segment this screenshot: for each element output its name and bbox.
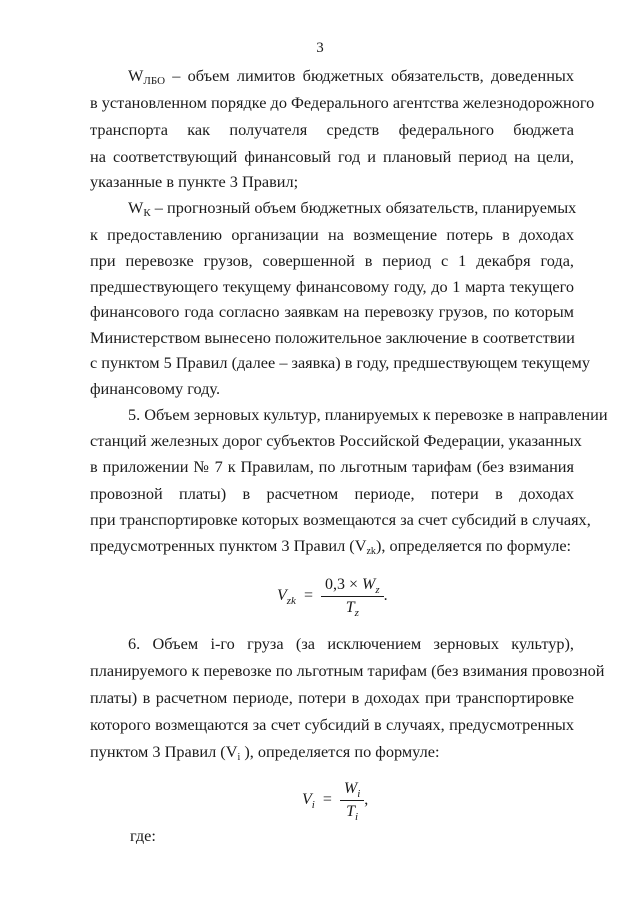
p6-line-4: которого возмещаются за счет субсидий в случаях, предусмотренных — [90, 715, 574, 734]
page-number: 3 — [316, 40, 324, 56]
formula-vi-equals: = — [322, 791, 332, 809]
formula-vzk-num-var: W — [362, 576, 376, 593]
wlbo-symbol-sub: ЛБО — [143, 75, 166, 87]
p5-line-3: в приложении № 7 к Правилам, по льготным тарифам (без взимания — [90, 457, 574, 476]
wk-line-5: финансового года согласно заявкам на перевозку грузов, по которым — [90, 302, 574, 321]
formula-vzk-fraction — [321, 576, 384, 617]
wlbo-line-1 — [128, 66, 574, 88]
wk-line-8: финансовому году. — [90, 379, 221, 398]
wk-symbol: W — [128, 198, 144, 217]
p6-line-5 — [90, 742, 574, 765]
wk-line-2: к предоставлению организации на возмещение потерь в доходах — [90, 225, 574, 244]
p6-line-5-end: ), определяется по формуле: — [240, 742, 440, 761]
wk-symbol-sub: К — [143, 207, 151, 219]
formula-vzk-num-sub: z — [375, 584, 380, 596]
wk-line-3: при перевозке грузов, совершенной в период с 1 декабря года, — [90, 251, 574, 270]
formula-vzk-equals: = — [303, 587, 313, 605]
formula-vi-num-sub: i — [357, 788, 361, 800]
formula-vzk-den-var: T — [345, 599, 355, 616]
formula-vzk-lhs-sub: zk — [286, 595, 296, 608]
wk-line-4: предшествующего текущему финансовому году, до 1 марта текущего — [90, 277, 574, 296]
p6-line-1: 6. Объем i-го груза (за исключением зерновых культур), — [128, 634, 574, 653]
formula-vi-den-sub: i — [354, 811, 359, 823]
formula-vzk-denominator — [321, 597, 384, 617]
formula-vi-lhs-sub: i — [311, 799, 315, 812]
formula-vi — [302, 780, 368, 821]
formula-vi-fraction — [340, 780, 364, 821]
formula-vi-trailing: , — [364, 791, 369, 809]
where-label: где: — [130, 826, 156, 845]
p5-line-4: провозной платы) в расчетном периоде, потери в доходах — [90, 484, 574, 503]
formula-vi-numerator — [340, 780, 364, 801]
wlbo-line-3: транспорта как получателя средств федерального бюджета — [90, 120, 574, 139]
formula-vi-lhs: V — [302, 791, 312, 809]
wk-line-1 — [128, 198, 577, 220]
formula-vzk-coef: 0,3 × — [324, 576, 359, 593]
p5-line-6 — [90, 536, 574, 559]
wlbo-line-2: в установленном порядке до Федерального агентства железнодорожного — [90, 93, 595, 112]
wlbo-definition-start: – объем лимитов бюджетных обязательств, доведенных — [165, 66, 574, 85]
formula-vzk-den-sub: z — [354, 607, 359, 619]
wlbo-symbol: W — [128, 66, 144, 85]
wk-line-7: с пунктом 5 Правил (далее – заявка) в году, предшествующем текущему — [90, 353, 590, 372]
wk-line-6: Министерством вынесено положительное заключение в соответствии — [90, 328, 575, 347]
p6-line-5-start: пунктом 3 Правил (V — [90, 742, 238, 761]
p6-line-2: планируемого к перевозке по льготным тарифам (без взимания провозной — [90, 661, 605, 680]
p5-line-6-start: предусмотренных пунктом 3 Правил (V — [90, 536, 367, 555]
formula-vzk-trailing: . — [383, 587, 388, 605]
formula-vi-den-var: T — [346, 803, 355, 820]
formula-vzk — [277, 576, 388, 617]
formula-vi-denominator — [340, 801, 364, 821]
wlbo-line-5: указанные в пункте 3 Правил; — [90, 172, 299, 191]
p5-line-5: при транспортировке которых возмещаются за счет субсидий в случаях, — [90, 510, 591, 529]
wlbo-line-4: на соответствующий финансовый год и плановый период на цели, — [90, 147, 574, 166]
formula-vi-num-var: W — [343, 780, 358, 797]
p5-vzk-sub: zk — [366, 546, 376, 557]
p6-line-3: платы) в расчетном периоде, потери в доходах при транспортировке — [90, 688, 574, 707]
p5-line-1: 5. Объем зерновых культур, планируемых к перевозке в направлении — [128, 405, 608, 424]
formula-vzk-lhs: V — [277, 587, 287, 605]
formula-vzk-numerator — [321, 576, 384, 597]
p5-line-2: станций железных дорог субъектов Российской Федерации, указанных — [90, 431, 582, 450]
p6-vi-sub: i — [237, 752, 241, 763]
p5-line-6-end: ), определяется по формуле: — [375, 536, 572, 555]
wk-definition-start: – прогнозный объем бюджетных обязательств, планируемых — [150, 198, 577, 217]
